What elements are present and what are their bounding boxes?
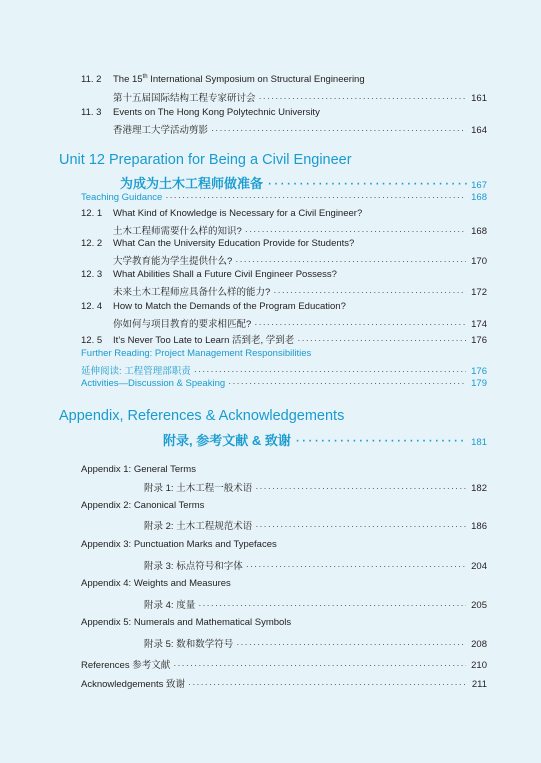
leader-dots <box>165 192 466 203</box>
appendix-1-entry[interactable]: 附录 1: 土木工程一般术语 ····· 182 <box>144 480 487 494</box>
toc-entry-12-1-title[interactable]: 12. 1 What Kind of Knowledge is Necessary for a Civil Engineer? <box>81 208 363 219</box>
appendix-2-entry[interactable]: 附录 2: 土木工程规范术语 ····· 186 <box>144 518 487 532</box>
toc-acknowledgements[interactable]: Acknowledgements 致谢 ····· 211 <box>81 676 487 690</box>
leader-dots <box>255 521 466 532</box>
toc-entry-11-2[interactable] <box>113 90 487 104</box>
toc-entry-12-3[interactable]: 未来土木工程师应具备什么样的能力? ····· 172 <box>113 284 487 298</box>
appendix-4-title[interactable]: Appendix 4: Weights and Measures <box>81 578 231 589</box>
unit-12-title[interactable]: Unit 12 Preparation for Being a Civil Engineer <box>59 152 352 168</box>
toc-entry-12-2-title[interactable]: 12. 2 What Can the University Education Provide for Students? <box>81 238 355 249</box>
leader-dots <box>211 125 466 136</box>
toc-entry-12-1[interactable]: 土木工程师需要什么样的知识? ····· 168 <box>113 223 487 237</box>
leader-dots <box>259 93 466 104</box>
page-number: 161 <box>471 93 487 104</box>
appendix-4-entry[interactable]: 附录 4: 度量 ····· 205 <box>144 597 487 611</box>
leader-dots <box>246 561 466 572</box>
leader-dots <box>194 366 466 377</box>
toc-entry-11-2-title[interactable]: 11. 2 The 15th International Symposium on Structural Engineering <box>81 74 365 86</box>
appendix-5-title[interactable]: Appendix 5: Numerals and Mathematical Symbols <box>81 617 292 628</box>
toc-entry-11-3[interactable] <box>113 122 487 136</box>
entry-cn-title: 香港理工大学活动剪影 <box>113 125 209 136</box>
toc-references[interactable]: References 参考文献 ····· 210 <box>81 657 487 671</box>
leader-dots <box>245 226 466 237</box>
appendix-3-entry[interactable]: 附录 3: 标点符号和字体 ····· 204 <box>144 558 487 572</box>
leader-dots <box>297 335 466 346</box>
toc-further-reading-en[interactable]: Further Reading: Project Management Responsibilities <box>81 348 312 359</box>
page-number: 164 <box>471 125 487 136</box>
leader-dots <box>188 679 466 690</box>
leader-dots <box>236 639 466 650</box>
appendix-subtitle[interactable]: 附录, 参考文献 & 致谢 ····· 181 <box>163 430 487 450</box>
appendix-1-title[interactable]: Appendix 1: General Terms <box>81 464 196 475</box>
leader-dots <box>267 175 467 193</box>
toc-entry-12-3-title[interactable]: 12. 3 What Abilities Shall a Future Civil Engineer Possess? <box>81 269 337 280</box>
leader-dots <box>228 378 466 389</box>
leader-dots <box>198 600 466 611</box>
entry-cn-title: 第十五届国际结构工程专家研讨会 <box>113 93 256 104</box>
toc-entry-12-5[interactable]: 12. 5 It’s Never Too Late to Learn 活到老, 学到老 ····· 176 <box>81 332 487 346</box>
toc-entry-11-3-title[interactable]: 11. 3 Events on The Hong Kong Polytechnic University <box>81 107 320 118</box>
toc-entry-12-4-title[interactable]: 12. 4 How to Match the Demands of the Program Education? <box>81 301 346 312</box>
leader-dots <box>295 432 467 450</box>
appendix-5-entry[interactable]: 附录 5: 数和数学符号 ····· 208 <box>144 636 487 650</box>
leader-dots <box>173 660 466 671</box>
unit-12-subtitle[interactable]: 为成为土木工程师做准备 ····· 167 <box>120 173 487 193</box>
appendix-title[interactable]: Appendix, References & Acknowledgements <box>59 408 345 424</box>
appendix-3-title[interactable]: Appendix 3: Punctuation Marks and Typefaces <box>81 539 277 550</box>
leader-dots <box>255 483 466 494</box>
toc-entry-12-2[interactable]: 大学教育能为学生提供什么? ····· 170 <box>113 253 487 267</box>
leader-dots <box>273 287 466 298</box>
leader-dots <box>254 319 466 330</box>
toc-activities[interactable]: Activities—Discussion & Speaking ····· 179 <box>81 378 487 389</box>
toc-further-reading[interactable]: 延伸阅读: 工程管理部职责 ····· 176 <box>81 363 487 377</box>
toc-entry-12-4[interactable]: 你如何与项目教育的要求相匹配? ····· 174 <box>113 316 487 330</box>
appendix-2-title[interactable]: Appendix 2: Canonical Terms <box>81 500 205 511</box>
leader-dots <box>235 256 466 267</box>
toc-teaching-guidance[interactable]: Teaching Guidance ····· 168 <box>81 192 487 203</box>
